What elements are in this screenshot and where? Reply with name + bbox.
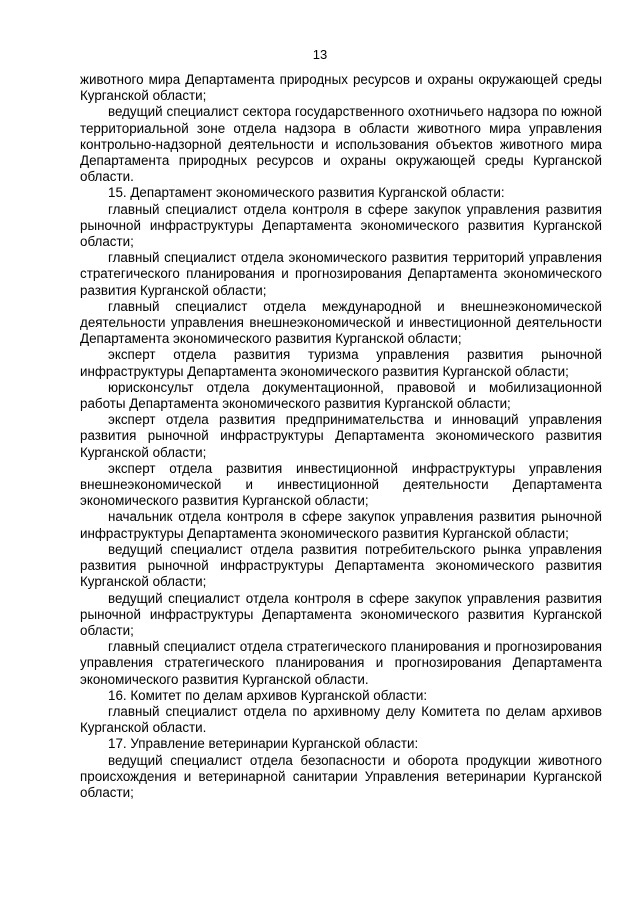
- section-heading: 17. Управление ветеринарии Курганской области:: [108, 736, 419, 752]
- section-heading: 15. Департамент экономического развития Курганской области:: [108, 185, 505, 201]
- paragraph: эксперт отдела развития предпринимательства и инноваций управления развития рыночной инфраструктуры Департамента экономического развития Курганской области;: [80, 412, 602, 460]
- paragraph: главный специалист отдела стратегического планирования и прогнозирования управления стратегического планирования и прогнозирования Департамента экономического развития Курганской области.: [80, 639, 602, 687]
- paragraph: начальник отдела контроля в сфере закупок управления развития рыночной инфраструктуры Департамента экономического развития Курганской области;: [80, 509, 602, 541]
- paragraph: ведущий специалист отдела контроля в сфере закупок управления развития рыночной инфраструктуры Департамента экономического развития Курганской области;: [80, 590, 602, 638]
- paragraph: юрисконсульт отдела документационной, правовой и мобилизационной работы Департамента экономического развития Курганской области;: [80, 379, 602, 412]
- paragraph: ведущий специалист отдела безопасности и оборота продукции животного происхождения и ветеринарной санитарии Управления ветеринарии Курганской области;: [80, 752, 602, 800]
- paragraph: ведущий специалист отдела развития потребительского рынка управления развития рыночной инфраструктуры Департамента экономического развития Курганской области;: [80, 541, 602, 590]
- paragraph: главный специалист отдела контроля в сфере закупок управления развития рыночной инфраструктуры Департамента экономического развития Курганской области;: [80, 201, 602, 250]
- paragraph: эксперт отдела развития инвестиционной инфраструктуры управления внешнеэкономической и инвестиционной деятельности Департамента экономического развития Курганской области;: [80, 460, 602, 509]
- paragraph: животного мира Департамента природных ресурсов и охраны окружающей среды Курганской области;: [80, 72, 602, 104]
- page-number: 13: [312, 47, 328, 62]
- paragraph: ведущий специалист сектора государственного охотничьего надзора по южной территориальной зоне отдела надзора в области животного мира управления контрольно-надзорной деятельности и использования объектов животного мира Департамента природных ресурсов и охраны окружающей среды Курганской области.: [80, 104, 602, 185]
- paragraph: главный специалист отдела по архивному делу Комитета по делам архивов Курганской области.: [80, 703, 602, 736]
- paragraph: главный специалист отдела экономического развития территорий управления стратегического планирования и прогнозирования Департамента экономического развития Курганской области;: [80, 250, 602, 298]
- paragraph: главный специалист отдела международной и внешнеэкономической деятельности управления внешнеэкономической и инвестиционной деятельности Департамента экономического развития Курганской области;: [80, 298, 602, 347]
- document-body: [80, 72, 602, 801]
- paragraph: эксперт отдела развития туризма управления развития рыночной инфраструктуры Департамента экономического развития Курганской области;: [80, 347, 602, 379]
- section-heading: 16. Комитет по делам архивов Курганской области:: [108, 687, 428, 703]
